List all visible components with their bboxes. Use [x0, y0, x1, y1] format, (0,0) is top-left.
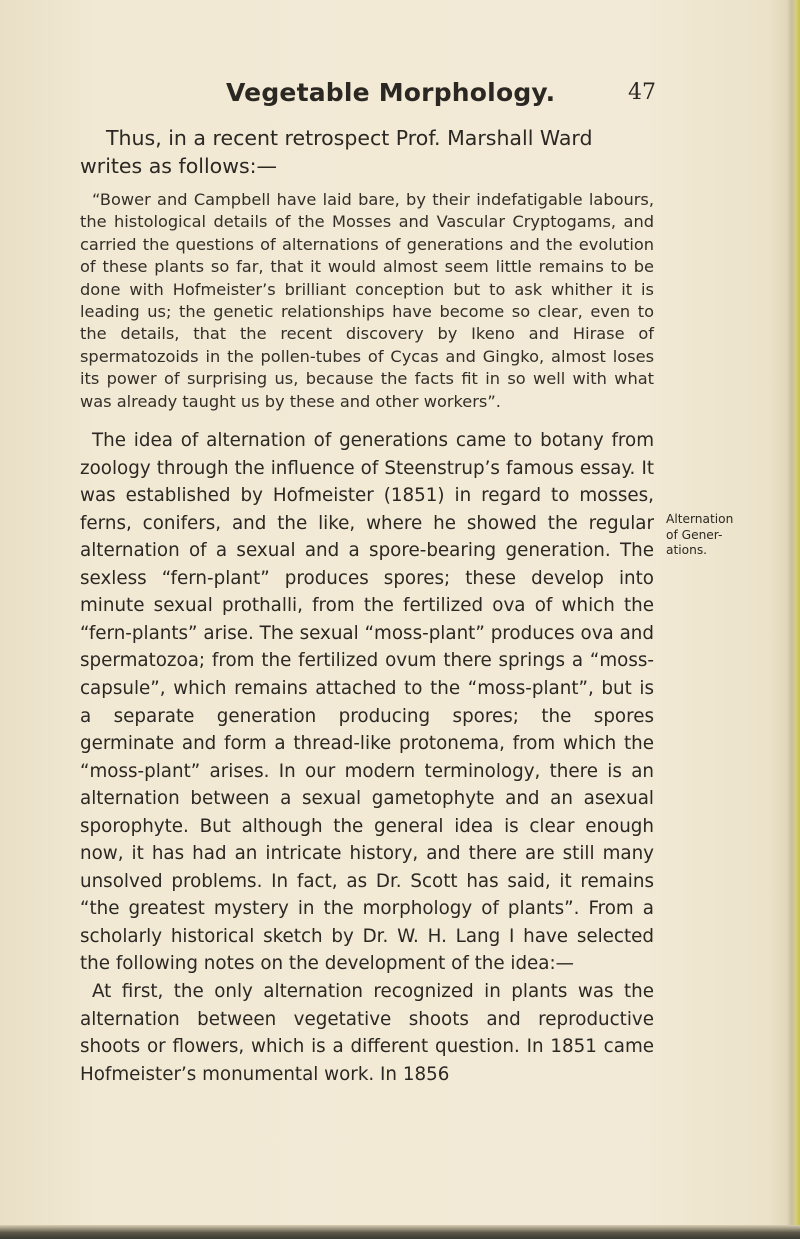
running-head [226, 78, 656, 118]
margin-note [666, 512, 786, 559]
block-quote: “Bower and Campbell have laid bare, by their indefatigable labours, the histological details of the Mosses and Vascular Cryptogams, and carried the questions of alternations of generations and the evolution of these plants so far, that it would almost seem little remains to be done with Hofmeister’s brilliant conception but to ask whither it is leading us; the genetic relationships have become so clear, even to the details, that the recent discovery by Ikeno and Hirase of spermatozoids in the pollen-tubes of Cycas and Gingko, almost loses its power of surprising us, because the facts fit in so well with what was already taught us by these and other workers”. [80, 190, 654, 411]
page-number: 47 [628, 80, 656, 105]
intro-line-2: writes as follows:— [80, 154, 278, 178]
page-edge-bottom [0, 1225, 800, 1239]
running-head-title: Vegetable Morphology. [226, 78, 556, 107]
page-edge-right [786, 0, 800, 1239]
intro-line-1: Thus, in a recent retrospect Prof. Marshall Ward [106, 126, 593, 150]
margin-note-line-2: of Gener- [666, 527, 723, 542]
paragraph-history: At first, the only alternation recognized in plants was the alternation between vegetative shoots and reproductive shoots or flowers, which is a different question. In 1851 came Hofmeister’s monumental work. In 1856 [80, 981, 654, 1085]
paragraph-alternation: The idea of alternation of generations came to botany from zoology through the influence of Steenstrup’s famous essay. It was established by Hofmeister (1851) in regard to mosses, ferns, conifers, and the like, where he showed the regular alternation of a sexual and a spore-bearing generation. The sexless “fern-plant” produces spores; these develop into minute sexual prothalli, from the fertilized ova of which the “fern-plants” arise. The sexual “moss-plant” produces ova and spermatozoa; from the fertilized ovum there springs a “moss-capsule”, which remains attached to the “moss-plant”, but is a separate generation producing spores; the spores germinate and form a thread-like protonema, from which the “moss-plant” arises. In our modern terminology, there is an alternation between a sexual gametophyte and an asexual sporophyte. But although the general idea is clear enough now, it has had an intricate history, and there are still many unsolved problems. In fact, as Dr. Scott has said, it remains “the greatest mystery in the morphology of plants”. From a scholarly historical sketch by Dr. W. H. Lang I have selected the following notes on the development of the idea:— [80, 430, 654, 975]
body-text [80, 124, 654, 1088]
margin-note-line-1: Alternation [666, 512, 734, 526]
margin-note-line-3: ations. [666, 543, 708, 557]
